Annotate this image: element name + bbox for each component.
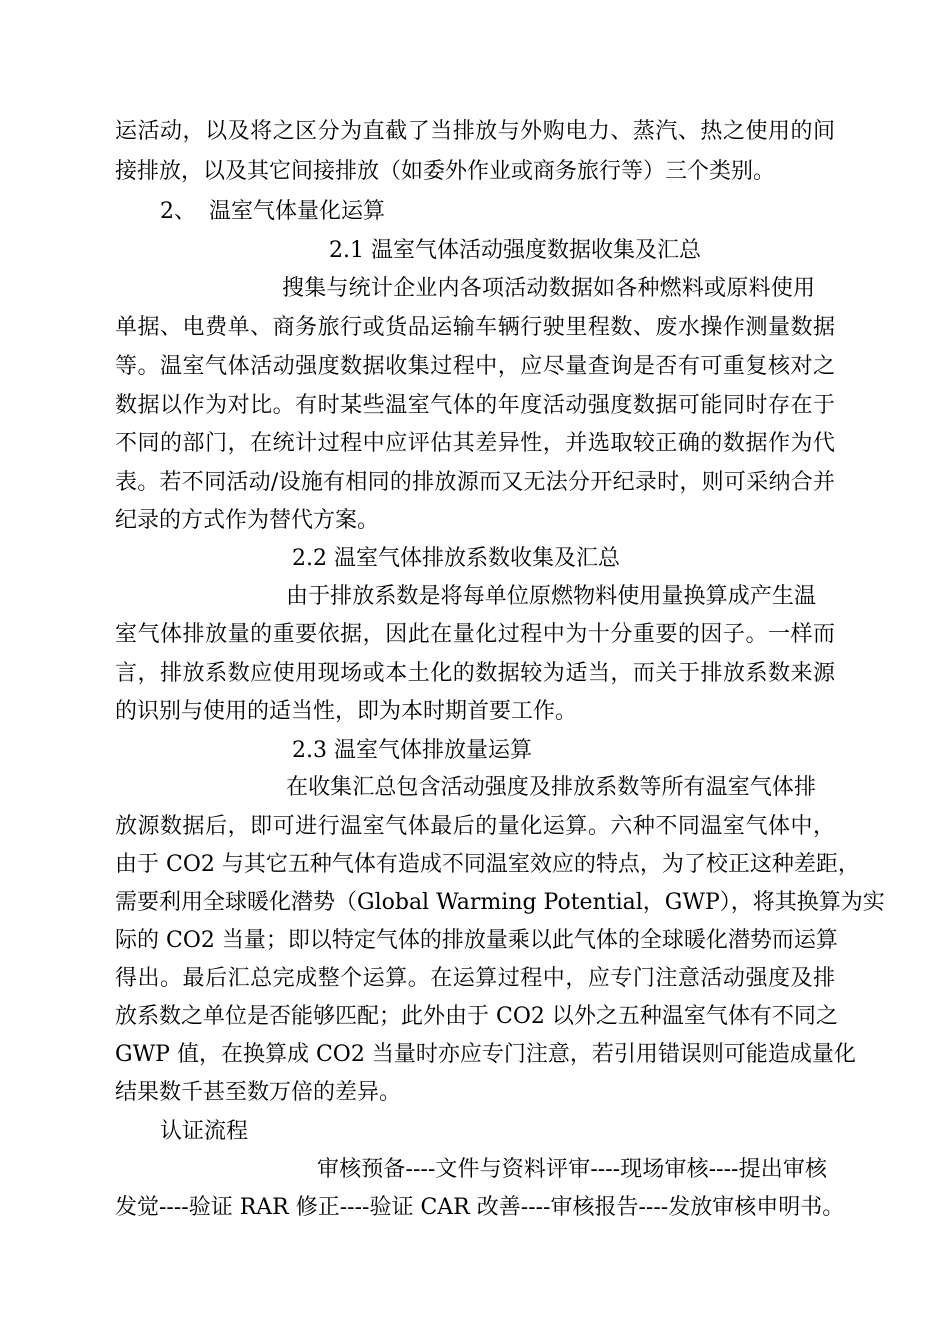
section-heading: 认证流程 xyxy=(160,1119,249,1144)
paragraph-line: 运活动，以及将之区分为直截了当排放与外购电力、蒸汽、热之使用的间 xyxy=(115,119,835,144)
paragraph-line: 单据、电费单、商务旅行或货品运输车辆行驶里程数、废水操作测量数据 xyxy=(115,315,835,340)
paragraph-line: 不同的部门，在统计过程中应评估其差异性，并选取较正确的数据作为代 xyxy=(115,431,835,456)
subsection-heading: 2.2 温室气体排放系数收集及汇总 xyxy=(292,546,620,571)
paragraph-line: 纪录的方式作为替代方案。 xyxy=(115,508,380,533)
paragraph-line: 数据以作为对比。有时某些温室气体的年度活动强度数据可能同时存在于 xyxy=(115,393,835,418)
paragraph-line: 际的 CO2 当量；即以特定气体的排放量乘以此气体的全球暖化潜势而运算 xyxy=(115,928,838,953)
paragraph-line: 表。若不同活动/设施有相同的排放源而又无法分开纪录时，则可采纳合并 xyxy=(115,470,835,495)
paragraph-line: 需要利用全球暖化潜势（Global Warming Potential，GWP），将其换算为实 xyxy=(115,890,885,915)
paragraph-line: 审核预备----文件与资料评审----现场审核----提出审核 xyxy=(317,1157,827,1182)
paragraph-line: 发觉----验证 RAR 修正----验证 CAR 改善----审核报告----发放审核申明书。 xyxy=(115,1195,845,1220)
paragraph-line: 搜集与统计企业内各项活动数据如各种燃料或原料使用 xyxy=(282,276,815,301)
paragraph-line: 的识别与使用的适当性，即为本时期首要工作。 xyxy=(115,699,578,724)
paragraph-line: 得出。最后汇总完成整个运算。在运算过程中，应专门注意活动强度及排 xyxy=(115,966,835,991)
paragraph-line: 由于 CO2 与其它五种气体有造成不同温室效应的特点，为了校正这种差距， xyxy=(115,852,860,877)
paragraph-line: 言，排放系数应使用现场或本土化的数据较为适当，而关于排放系数来源 xyxy=(115,661,835,686)
section-heading: 2、 温室气体量化运算 xyxy=(160,199,385,224)
paragraph-line: 等。温室气体活动强度数据收集过程中，应尽量查询是否有可重复核对之 xyxy=(115,354,835,379)
paragraph-line: 接排放，以及其它间接排放（如委外作业或商务旅行等）三个类别。 xyxy=(115,159,776,184)
subsection-heading: 2.1 温室气体活动强度数据收集及汇总 xyxy=(329,238,701,263)
paragraph-line: 在收集汇总包含活动强度及排放系数等所有温室气体排 xyxy=(286,775,816,800)
paragraph-line: 放源数据后，即可进行温室气体最后的量化运算。六种不同温室气体中， xyxy=(115,814,835,839)
paragraph-line: GWP 值，在换算成 CO2 当量时亦应专门注意，若引用错误则可能造成量化 xyxy=(115,1042,856,1067)
subsection-heading: 2.3 温室气体排放量运算 xyxy=(292,738,532,763)
paragraph-line: 由于排放系数是将每单位原燃物料使用量换算成产生温 xyxy=(286,584,816,609)
paragraph-line: 结果数千甚至数万倍的差异。 xyxy=(115,1080,402,1105)
paragraph-line: 室气体排放量的重要依据，因此在量化过程中为十分重要的因子。一样而 xyxy=(115,622,835,647)
paragraph-line: 放系数之单位是否能够匹配；此外由于 CO2 以外之五种温室气体有不同之 xyxy=(115,1004,838,1029)
